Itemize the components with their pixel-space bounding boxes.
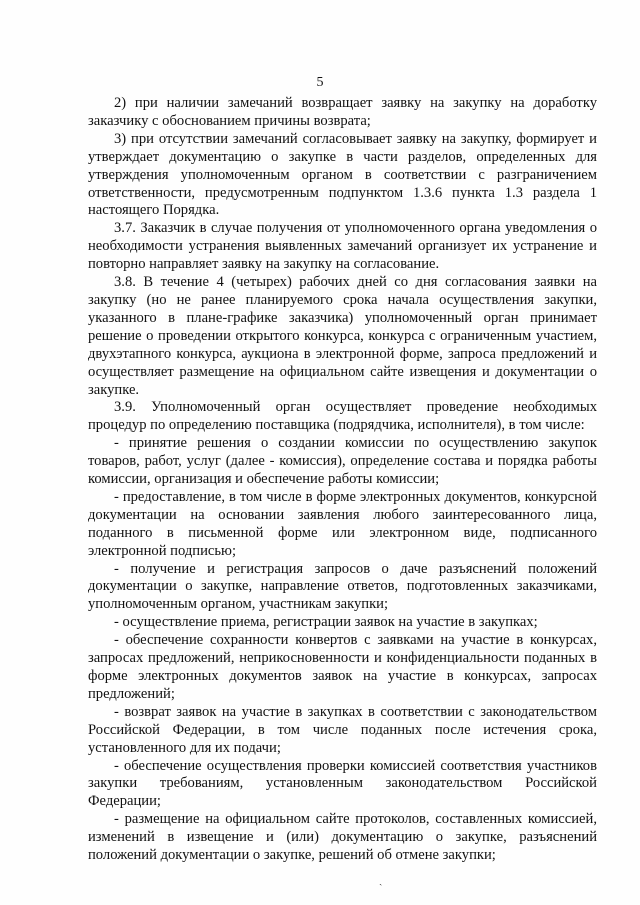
list-item-application-return: - возврат заявок на участие в закупках в соответствии с законодательством Российской Федерации, в том числе поданных после истечения срока, установленного для их подачи;	[88, 703, 597, 756]
paragraph-3-7: 3.7. Заказчик в случае получения от уполномоченного органа уведомления о необходимости устранения выявленных замечаний организует их устранение и повторно направляет заявку на закупку на согласование.	[88, 220, 597, 273]
scan-mark: ˏ	[379, 875, 383, 886]
list-item-commission: - принятие решения о создании комиссии по осуществлению закупок товаров, работ, услуг (далее - комиссия), определение состава и порядка работы комиссии, организация и обеспечение работы комиссии;	[88, 435, 597, 488]
paragraph-3-9: 3.9. Уполномоченный орган осуществляет проведение необходимых процедур по определению поставщика (подрядчика, исполнителя), в том числе:	[88, 399, 597, 434]
list-item-envelope-safety: - обеспечение сохранности конвертов с заявками на участие в конкурсах, запросах предложений, неприкосновенности и конфиденциальности поданных в форме электронных документов заявок на участие в конкурсах, запросах предложений;	[88, 632, 597, 702]
list-item-participant-check: - обеспечение осуществления проверки комиссией соответствия участников закупки требованиям, установленным законодательством Российской Федерации;	[88, 757, 597, 810]
paragraph-item-3: 3) при отсутствии замечаний согласовывает заявку на закупку, формирует и утверждает документацию о закупке в части разделов, определенных для утверждения уполномоченным органом в соответствии с разграничением ответственности, предусмотренным подпунктом 1.3.6 пункта 1.3 раздела 1 настоящего Порядка.	[88, 130, 597, 219]
list-item-documentation: - предоставление, в том числе в форме электронных документов, конкурсной документации на основании заявления любого заинтересованного лица, поданного в письменной форме или электронном виде, подписанного электронной подписью;	[88, 488, 597, 559]
list-item-clarification-requests: - получение и регистрация запросов о даче разъяснений положений документации о закупке, направление ответов, подготовленных заказчиками, уполномоченным органом, участникам закупки;	[88, 560, 597, 613]
document-body	[88, 95, 597, 865]
list-item-application-receipt: - осуществление приема, регистрации заявок на участие в закупках;	[114, 614, 538, 631]
paragraph-3-8: 3.8. В течение 4 (четырех) рабочих дней со дня согласования заявки на закупку (но не ранее планируемого срока начала осуществления закупки, указанного в плане-графике заказчика) уполномоченный орган принимает решение о проведении открытого конкурса, конкурса с ограниченным участием, двухэтапного конкурса, аукциона в электронной форме, запроса предложений и осуществляет размещение на официальном сайте извещения и документации о закупке.	[88, 274, 597, 398]
page-number: 5	[316, 75, 324, 90]
list-item-publication: - размещение на официальном сайте протоколов, составленных комиссией, изменений в извещение и (или) документацию о закупке, разъяснений положений документации о закупке, решений об отмене закупки;	[88, 811, 597, 864]
paragraph-item-2: 2) при наличии замечаний возвращает заявку на закупку на доработку заказчику с обоснованием причины возврата;	[88, 95, 597, 129]
